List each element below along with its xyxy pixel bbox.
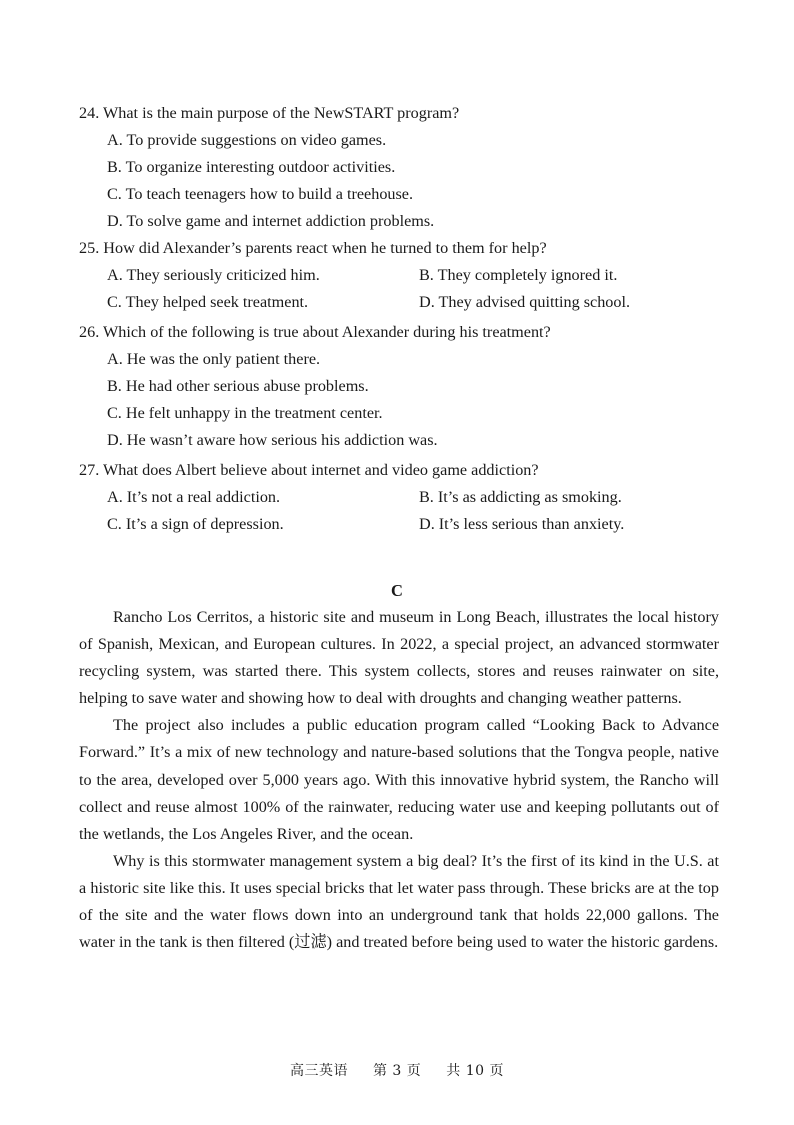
- question-text: What does Albert believe about internet and video game addiction?: [103, 461, 539, 479]
- question-24: [79, 100, 729, 235]
- option-b: B. It’s as addicting as smoking.: [419, 488, 622, 506]
- option-a: A. They seriously criticized him.: [107, 266, 320, 284]
- section-heading: C: [391, 581, 403, 600]
- question-stem: [79, 235, 729, 262]
- question-number: 25.: [79, 239, 100, 257]
- option-d: D. To solve game and internet addiction problems.: [107, 212, 435, 230]
- footer-subject: 高三英语: [290, 1063, 349, 1079]
- option-c: C. He felt unhappy in the treatment center.: [107, 404, 383, 422]
- question-number: 24.: [79, 104, 100, 122]
- option-d: D. They advised quitting school.: [419, 293, 631, 311]
- footer-page-number: 第 3 页: [372, 1063, 422, 1079]
- passage-paragraph-1: Rancho Los Cerritos, a historic site and museum in Long Beach, illustrates the local history of Spanish, Mexican, and European cultures. In 2022, a special project, an advanced stormwater recycling system, was started there. This system collects, stores and reuses rainwater on site, helping to save water and showing how to deal with droughts and changing weather patterns.: [79, 608, 719, 708]
- page-footer: [0, 1060, 794, 1080]
- option-row: [79, 511, 729, 538]
- question-text: Which of the following is true about Alexander during his treatment?: [103, 323, 551, 341]
- question-27: [79, 457, 729, 538]
- reading-passage: [79, 604, 719, 956]
- option-row: [79, 484, 729, 511]
- question-25: [79, 235, 729, 316]
- option-c: C. They helped seek treatment.: [107, 293, 309, 311]
- option-row: [79, 289, 729, 316]
- passage-paragraph-3: Why is this stormwater management system a big deal? It’s the first of its kind in the U.S. at a historic site like this. It uses special bricks that let water pass through. These bricks are at the top of the site and the water flows down into an underground tank that holds 22,000 gallons. The water in the tank is then filtered (过滤) and treated before being used to water the historic gardens.: [79, 851, 719, 952]
- passage-paragraph-2: The project also includes a public education program called “Looking Back to Advance Forward.” It’s a mix of new technology and nature-based solutions that the Tongva people, native to the area, developed over 5,000 years ago. With this innovative hybrid system, the Rancho will collect and reuse almost 100% of the rainwater, reducing water use and keeping pollutants out of the wetlands, the Los Angeles River, and the ocean.: [79, 716, 719, 843]
- question-stem: [79, 100, 729, 127]
- option-a: A. He was the only patient there.: [107, 350, 321, 368]
- option-d: D. He wasn’t aware how serious his addiction was.: [107, 431, 438, 449]
- question-stem: [79, 319, 729, 346]
- option-b: B. They completely ignored it.: [419, 266, 618, 284]
- question-stem: [79, 457, 729, 484]
- question-text: How did Alexander’s parents react when he turned to them for help?: [103, 239, 547, 257]
- option-a: A. To provide suggestions on video games.: [107, 131, 387, 149]
- question-number: 27.: [79, 461, 100, 479]
- question-text: What is the main purpose of the NewSTART program?: [103, 104, 460, 122]
- option-b: B. He had other serious abuse problems.: [107, 377, 369, 395]
- option-a: A. It’s not a real addiction.: [107, 488, 281, 506]
- option-d: D. It’s less serious than anxiety.: [419, 515, 625, 533]
- option-b: B. To organize interesting outdoor activities.: [107, 158, 396, 176]
- option-c: C. To teach teenagers how to build a treehouse.: [107, 185, 414, 203]
- option-c: C. It’s a sign of depression.: [107, 515, 284, 533]
- question-26: [79, 319, 729, 454]
- question-number: 26.: [79, 323, 100, 341]
- footer-total-pages: 共 10 页: [446, 1063, 504, 1079]
- option-row: [79, 262, 729, 289]
